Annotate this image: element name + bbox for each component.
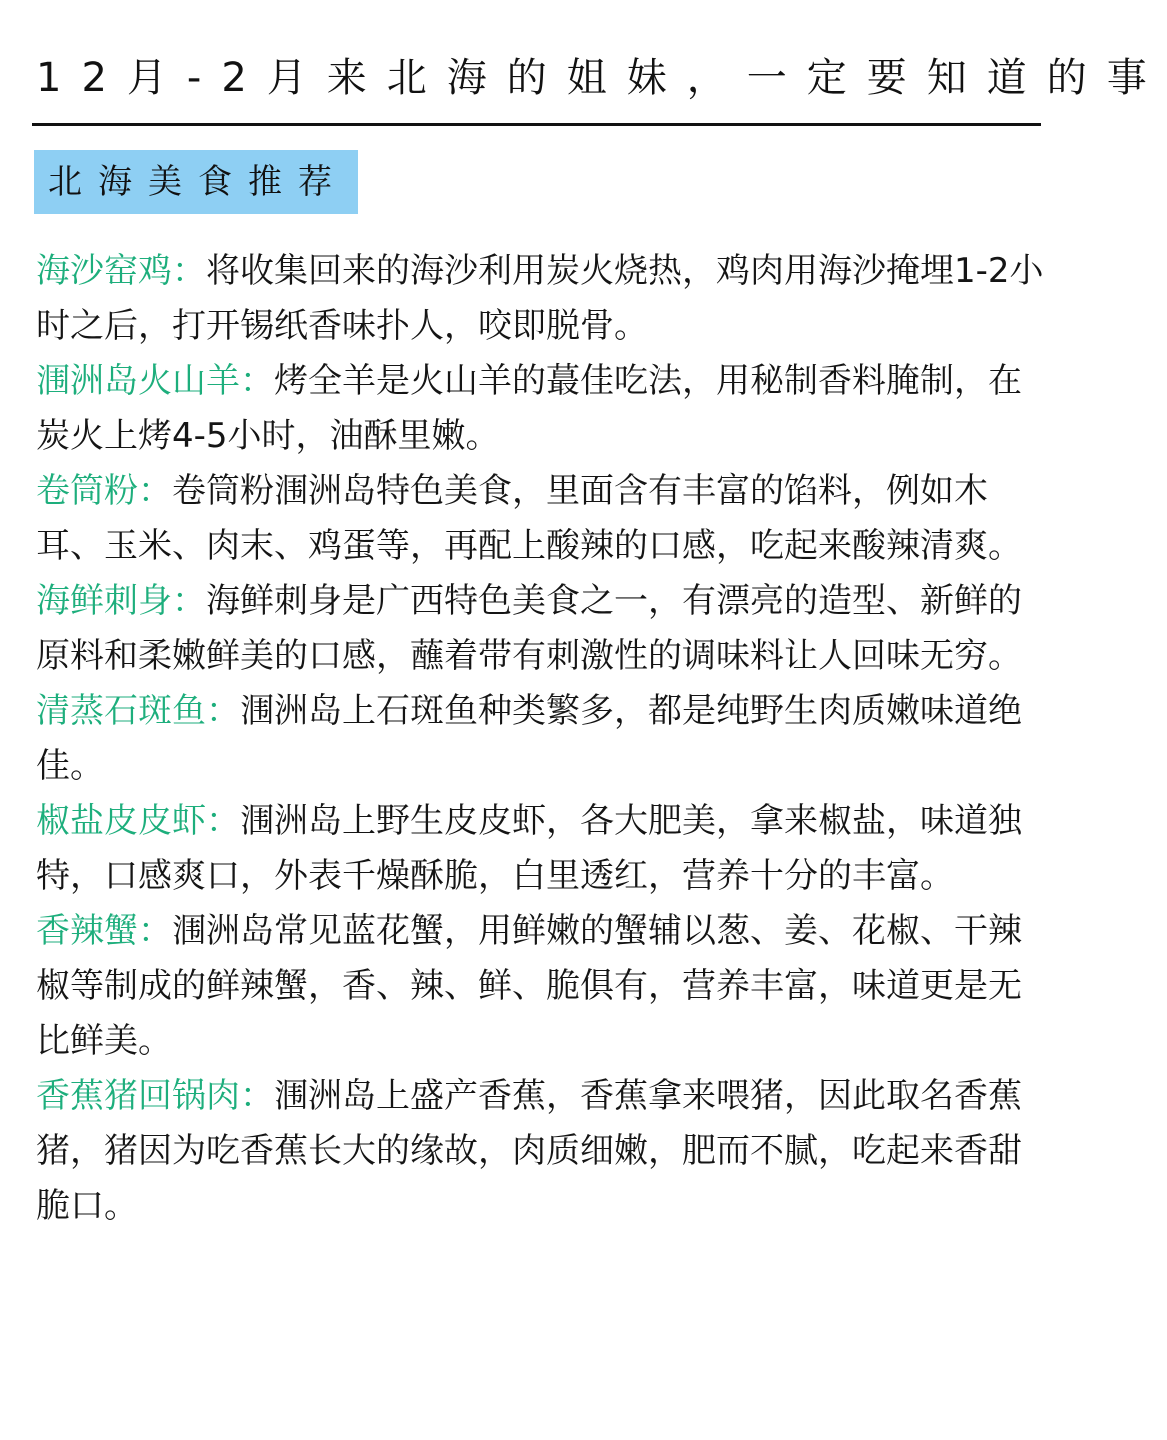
food-description: 烤全羊是火山羊的蕞佳吃法，用秘制香料腌制，在炭火上烤4-5小时，油酥里嫩。 [36,361,1022,456]
food-description: 卷筒粉涠洲岛特色美食，里面含有丰富的馅料，例如木耳、玉米、肉末、鸡蛋等，再配上酸辣的口感，吃起来酸辣清爽。 [36,471,1022,566]
food-description: 将收集回来的海沙利用炭火烧热，鸡肉用海沙掩埋1-2小时之后，打开锡纸香味扑人，咬即脱骨。 [36,251,1044,346]
food-description: 涠洲岛常见蓝花蟹，用鲜嫩的蟹辅以葱、姜、花椒、干辣椒等制成的鲜辣蟹，香、辣、鲜、脆俱有，营养丰富，味道更是无比鲜美。 [36,911,1022,1061]
food-name: 海鲜刺身： [36,581,206,621]
food-name: 涠洲岛火山羊： [36,361,274,401]
food-description: 涠洲岛上石斑鱼种类繁多，都是纯野生肉质嫩味道绝佳。 [36,691,1022,786]
food-item-spicy-crab [36,904,1046,1069]
food-description: 涠洲岛上盛产香蕉，香蕉拿来喂猪，因此取名香蕉猪，猪因为吃香蕉长大的缘故，肉质细嫩，肥而不腻，吃起来香甜脆口。 [36,1076,1022,1226]
food-item-banana-pork [36,1069,1046,1234]
food-item-salt-pepper-mantis-shrimp [36,794,1046,904]
food-name: 清蒸石斑鱼： [36,691,240,731]
food-name: 海沙窑鸡： [36,251,206,291]
title-divider [32,123,1041,126]
food-name: 香辣蟹： [36,911,172,951]
page-title: 12月-2月来北海的姐妹，一定要知道的事 [36,55,1167,101]
food-list [36,244,1046,1234]
food-item-volcano-lamb [36,354,1046,464]
food-item-seafood-sashimi [36,574,1046,684]
food-item-steamed-grouper [36,684,1046,794]
section-label: 北海美食推荐 [34,150,358,214]
food-description: 海鲜刺身是广西特色美食之一，有漂亮的造型、新鲜的原料和柔嫩鲜美的口感，蘸着带有刺激性的调味料让人回味无穷。 [36,581,1022,676]
food-item-sand-kiln-chicken [36,244,1046,354]
food-name: 椒盐皮皮虾： [36,801,240,841]
food-name: 香蕉猪回锅肉： [36,1076,274,1116]
food-description: 涠洲岛上野生皮皮虾，各大肥美，拿来椒盐，味道独特，口感爽口，外表千燥酥脆，白里透红，营养十分的丰富。 [36,801,1022,896]
food-item-rolled-rice-noodle [36,464,1046,574]
food-name: 卷筒粉： [36,471,172,511]
